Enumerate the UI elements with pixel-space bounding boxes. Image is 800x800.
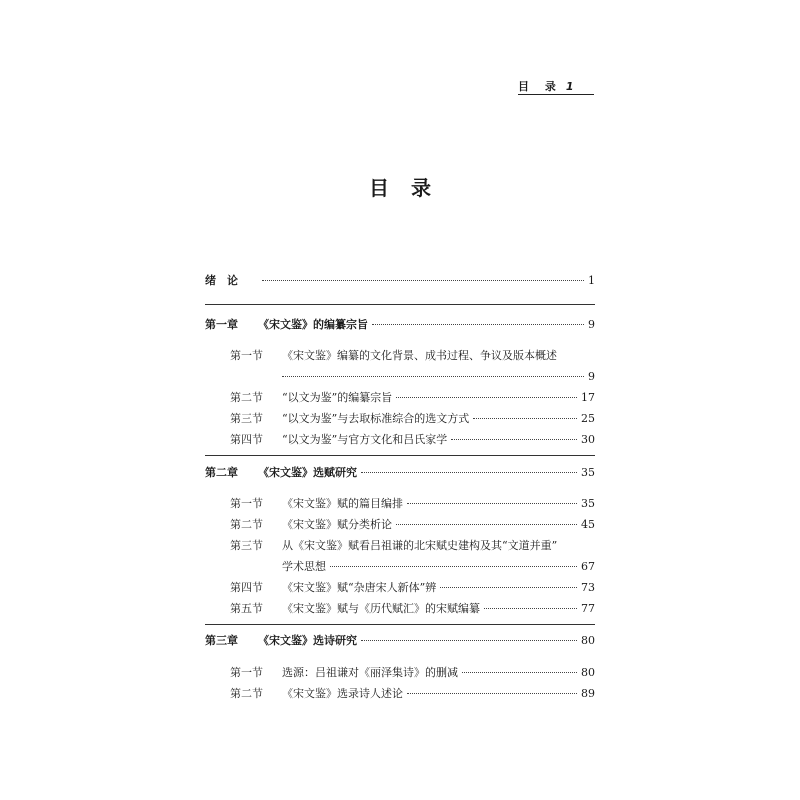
toc-page-number: 35 [581,466,595,479]
dot-leader [282,376,584,377]
section-title: 从《宋文鉴》赋看吕祖谦的北宋赋史建构及其“文道并重” [282,539,558,552]
running-head-page-number: 1 [565,80,574,93]
section-title: 《宋文鉴》赋“杂唐宋人新体”辨 [282,581,437,594]
dot-leader [473,418,577,419]
section-label: 第四节 [230,581,263,594]
section-label: 第三节 [230,539,263,552]
toc-page-number: 80 [581,634,595,647]
dot-leader [330,566,577,567]
toc-entry-section-2-5[interactable] [230,600,595,618]
toc-page-number: 30 [581,433,595,446]
chapter-label: 第一章 [205,318,238,331]
toc-entry-chapter-2[interactable] [205,464,595,482]
toc-entry-section-1-1-continued[interactable] [282,368,595,386]
toc-entry-intro[interactable] [205,272,595,290]
section-title: 《宋文鉴》赋与《历代赋汇》的宋赋编纂 [282,602,480,615]
section-divider [205,624,595,625]
page-title: 目录 [369,176,453,200]
toc-page-number: 73 [581,581,595,594]
toc-page-number: 9 [588,318,595,331]
section-title: “以文为鉴”与官方文化和吕氏家学 [282,433,448,446]
toc-entry-section-2-4[interactable] [230,579,595,597]
toc-page-number: 25 [581,412,595,425]
dot-leader [451,439,577,440]
section-label: 第五节 [230,602,263,615]
toc-page-number: 77 [581,602,595,615]
toc-entry-section-1-2[interactable] [230,389,595,407]
chapter-label: 第三章 [205,634,238,647]
toc-page-number: 17 [581,391,595,404]
toc-page-number: 67 [581,560,595,573]
dot-leader [484,608,577,609]
section-label: 第四节 [230,433,263,446]
toc-entry-chapter-3[interactable] [205,632,595,650]
section-label: 第一节 [230,497,263,510]
section-title: 选源：吕祖谦对《丽泽集诗》的删减 [282,666,458,679]
section-label: 第三节 [230,412,263,425]
dot-leader [407,503,577,504]
section-label: 第一节 [230,349,263,362]
toc-entry-section-2-1[interactable] [230,495,595,513]
toc-page-number: 9 [588,370,595,383]
dot-leader [396,397,577,398]
running-head [518,78,594,94]
dot-leader [440,587,577,588]
section-title: “以文为鉴”的编纂宗旨 [282,391,393,404]
toc-page-number: 45 [581,518,595,531]
section-title: “以文为鉴”与去取标准综合的选文方式 [282,412,470,425]
dot-leader [372,324,584,325]
dot-leader [361,472,577,473]
running-head-text: 目 录 [518,80,562,93]
toc-entry-section-2-3[interactable] [230,537,595,555]
section-title: 《宋文鉴》赋的篇目编排 [282,497,403,510]
dot-leader [361,640,577,641]
dot-leader [407,693,577,694]
toc-page-number: 80 [581,666,595,679]
toc-entry-section-3-1[interactable] [230,664,595,682]
running-head-rule [518,94,594,95]
section-title: 《宋文鉴》编纂的文化背景、成书过程、争议及版本概述 [282,349,557,362]
chapter-title: 《宋文鉴》选赋研究 [258,466,357,479]
toc-page-number: 89 [581,687,595,700]
toc-entry-section-3-2[interactable] [230,685,595,703]
section-divider [205,455,595,456]
chapter-title: 《宋文鉴》的编纂宗旨 [258,318,368,331]
toc-entry-section-1-3[interactable] [230,410,595,428]
toc-entry-section-1-4[interactable] [230,431,595,449]
toc-entry-label: 绪 论 [205,274,238,287]
toc-entry-section-2-2[interactable] [230,516,595,534]
section-label: 第一节 [230,666,263,679]
dot-leader [262,280,584,281]
section-label: 第二节 [230,518,263,531]
chapter-title: 《宋文鉴》选诗研究 [258,634,357,647]
section-divider [205,304,595,305]
section-title: 《宋文鉴》赋分类析论 [282,518,392,531]
toc-page-number: 1 [588,274,595,287]
chapter-label: 第二章 [205,466,238,479]
toc-entry-section-2-3-continued[interactable] [282,558,595,576]
dot-leader [396,524,577,525]
dot-leader [462,672,577,673]
section-label: 第二节 [230,391,263,404]
toc-entry-section-1-1[interactable] [230,347,595,365]
section-label: 第二节 [230,687,263,700]
toc-page-number: 35 [581,497,595,510]
section-title: 《宋文鉴》选录诗人述论 [282,687,403,700]
toc-entry-chapter-1[interactable] [205,316,595,334]
section-title-continued: 学术思想 [282,560,326,573]
